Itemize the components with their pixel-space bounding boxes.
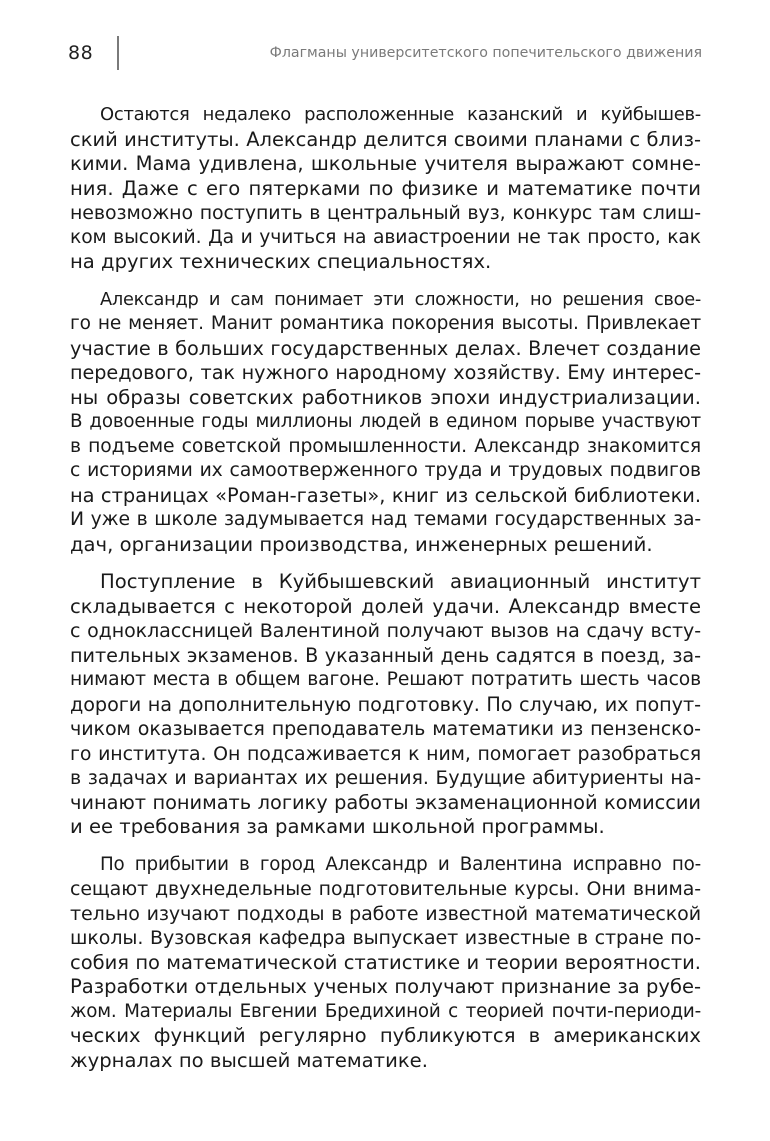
text-line: пительных экзаменов. В указанный день садятся в поезд, за- xyxy=(70,643,701,667)
text-line: И уже в школе задумывается над темами государственных за- xyxy=(70,509,701,530)
text-line: го института. Он подсаживается к ним, помогает разобраться xyxy=(70,742,701,765)
text-line: Александр и сам понимает эти сложности, но решения свое- xyxy=(100,289,701,310)
text-line: на других технических специальностях. xyxy=(70,250,492,273)
page-header xyxy=(68,34,702,72)
text-line: невозможно поступить в центральный вуз, конкурс там слиш- xyxy=(70,202,701,224)
text-line: журналах по высшей математике. xyxy=(70,1048,428,1072)
text-line: тельно изучают подходы в работе известной математической xyxy=(70,902,701,925)
text-line: складывается с некоторой долей удачи. Александр вместе xyxy=(70,594,701,618)
body-text xyxy=(70,103,701,1086)
text-line: собия по математической статистике и теории вероятности. xyxy=(70,950,701,974)
text-line: сещают двухнедельные подготовительные курсы. Они внима- xyxy=(70,878,701,900)
text-line: чиком оказывается преподаватель математики из пензенско- xyxy=(70,717,701,740)
header-divider xyxy=(117,36,119,70)
text-line: ны образы советских работников эпохи индустриализации. xyxy=(70,385,701,409)
text-line: го не меняет. Манит романтика покорения высоты. Привлекает xyxy=(70,313,701,334)
text-line: участие в больших государственных делах. Влечет создание xyxy=(70,336,701,360)
text-line: Разработки отдельных ученых получают признание за рубе- xyxy=(70,975,701,998)
text-line: передового, так нужного народному хозяйству. Ему интерес- xyxy=(70,361,701,384)
text-line: в задачах и вариантах их решения. Будущие абитуриенты на- xyxy=(70,767,701,789)
text-line: чинают понимать логику работы экзаменационной комиссии xyxy=(70,790,701,814)
paragraph-2 xyxy=(70,288,701,558)
text-line: школы. Вузовская кафедра выпускает известные в стране по- xyxy=(70,927,701,949)
text-line: По прибытии в город Александр и Валентина исправно по- xyxy=(100,853,701,875)
text-line: ский институты. Александр делится своими планами с близ- xyxy=(70,127,701,151)
text-line: Поступление в Куйбышевский авиационный институт xyxy=(100,570,701,593)
paragraph-1 xyxy=(70,103,701,275)
running-title: Флагманы университетского попечительского движения xyxy=(269,45,702,61)
text-line: ния. Даже с его пятерками по физике и математике почти xyxy=(70,176,701,200)
text-line: дач, организации производства, инженерных решений. xyxy=(70,532,653,556)
text-line: и ее требования за рамками школьной программы. xyxy=(70,815,605,838)
text-line: с историями их самоотверженного труда и трудовых подвигов xyxy=(70,460,701,481)
text-line: ческих функций регулярно публикуются в американских xyxy=(70,1024,701,1047)
paragraph-4 xyxy=(70,853,701,1074)
text-line: Остаются недалеко расположенные казанский и куйбышев- xyxy=(100,104,701,125)
text-line: дороги на дополнительную подготовку. По случаю, их попут- xyxy=(70,692,701,716)
text-line: жом. Материалы Евгении Бредихиной с теорией почти-периоди- xyxy=(70,1000,701,1022)
text-line: с одноклассницей Валентиной получают вызов на сдачу всту- xyxy=(70,620,701,642)
text-line: В довоенные годы миллионы людей в едином порыве участвуют xyxy=(70,411,701,432)
text-line: кими. Мама удивлена, школьные учителя выражают сомне- xyxy=(70,152,701,175)
text-line: нимают места в общем вагоне. Решают потратить шесть часов xyxy=(70,669,701,690)
page-number: 88 xyxy=(68,42,94,64)
text-line: ком высокий. Да и учиться на авиастроении не так просто, как xyxy=(70,226,701,248)
text-line: на страницах «Роман-газеты», книг из сельской библиотеки. xyxy=(70,483,701,507)
text-line: в подъеме советской промышленности. Александр знакомится xyxy=(70,435,701,457)
paragraph-3 xyxy=(70,570,701,840)
